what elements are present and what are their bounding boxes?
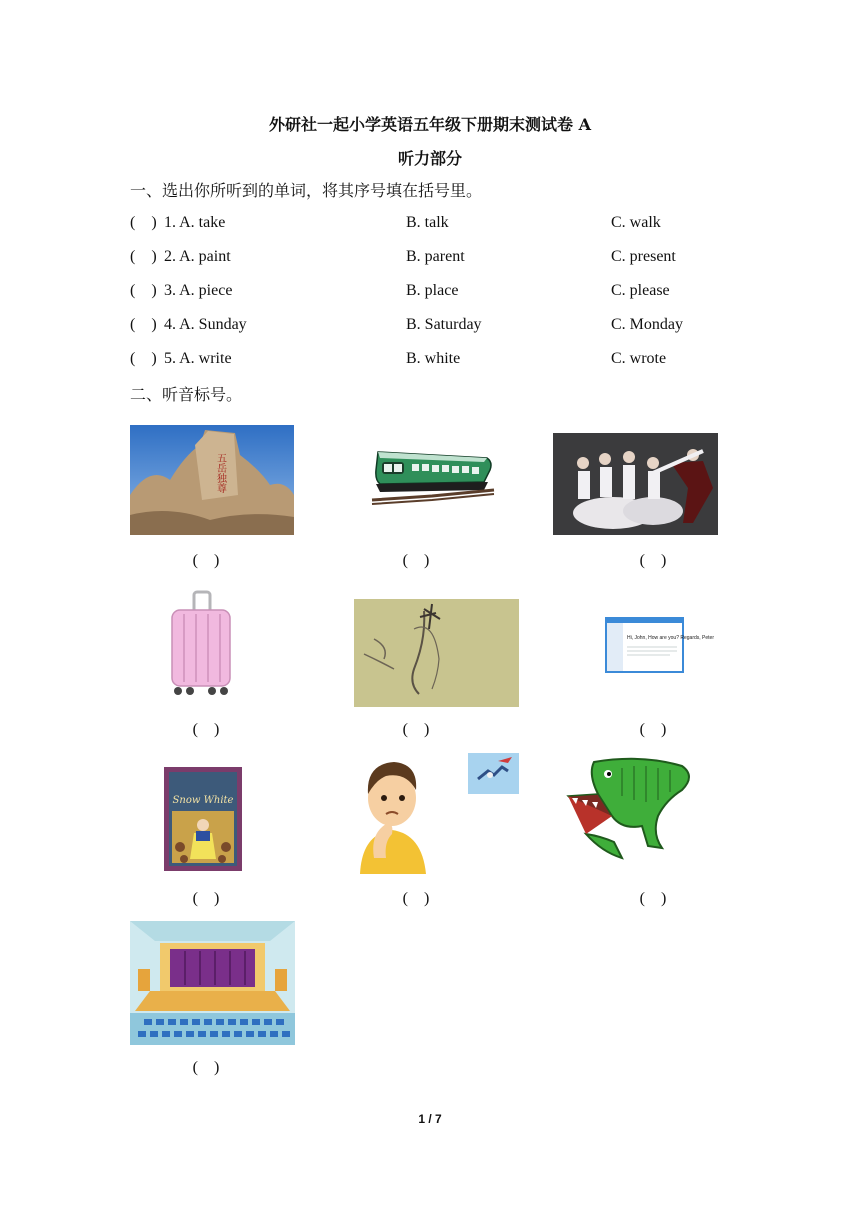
answer-blank[interactable]: ( )	[130, 248, 157, 265]
suitcase-icon	[168, 590, 234, 698]
option-b: B. parent	[406, 248, 465, 265]
answer-blank[interactable]: ( )	[639, 890, 667, 907]
option-b: B. talk	[406, 214, 449, 231]
option-a: 1. A. take	[164, 214, 226, 231]
option-c: C. please	[611, 282, 670, 299]
book-title: Snow White	[172, 795, 234, 806]
answer-blank[interactable]: ( )	[192, 552, 220, 569]
option-a: 2. A. paint	[164, 248, 231, 265]
question-row	[130, 316, 730, 340]
answer-blank[interactable]: ( )	[130, 350, 157, 367]
option-c: C. present	[611, 248, 676, 265]
snow-white-book-icon	[164, 767, 242, 871]
rock-inscription: 五岳独尊	[214, 453, 226, 493]
option-a: 5. A. write	[164, 350, 232, 367]
train-icon	[372, 440, 494, 506]
option-b: B. Saturday	[406, 316, 482, 333]
section-2-heading: 二、听音标号。	[130, 385, 243, 404]
birds-picture-icon	[468, 753, 519, 794]
option-a: 4. A. Sunday	[164, 316, 247, 333]
option-c: C. Monday	[611, 316, 683, 333]
answer-blank[interactable]: ( )	[130, 316, 157, 333]
page-number: 1 / 7	[418, 1112, 442, 1126]
page-title: 外研社一起小学英语五年级下册期末测试卷 A	[269, 115, 591, 134]
option-c: C. walk	[611, 214, 661, 231]
email-text: Hi, John, How are you? Regards, Peter	[627, 635, 714, 641]
answer-blank[interactable]: ( )	[639, 721, 667, 738]
section-1-heading: 一、选出你所听到的单词，将其序号填在括号里。	[130, 181, 483, 200]
mountain-rock-photo	[130, 425, 294, 535]
option-c: C. wrote	[611, 350, 667, 367]
option-a: 3. A. piece	[164, 282, 233, 299]
page-subtitle: 听力部分	[397, 149, 462, 168]
question-row	[130, 282, 730, 306]
crocodile-icon	[562, 756, 698, 868]
question-row	[130, 248, 730, 272]
theatre-stage-icon	[130, 921, 295, 1045]
thinking-boy-icon	[356, 758, 428, 874]
answer-blank[interactable]: ( )	[130, 282, 157, 299]
option-b: B. place	[406, 282, 459, 299]
brush-painting-photo	[354, 599, 519, 707]
answer-blank[interactable]: ( )	[130, 214, 157, 231]
option-b: B. white	[406, 350, 461, 367]
answer-blank[interactable]: ( )	[402, 552, 430, 569]
answer-blank[interactable]: ( )	[192, 1059, 220, 1076]
ballet-dancers-photo	[553, 433, 718, 535]
question-row	[130, 214, 730, 238]
answer-blank[interactable]: ( )	[402, 721, 430, 738]
answer-blank[interactable]: ( )	[192, 890, 220, 907]
email-screenshot-icon	[605, 617, 714, 673]
question-row	[130, 350, 730, 374]
answer-blank[interactable]: ( )	[402, 890, 430, 907]
answer-blank[interactable]: ( )	[192, 721, 220, 738]
answer-blank[interactable]: ( )	[639, 552, 667, 569]
